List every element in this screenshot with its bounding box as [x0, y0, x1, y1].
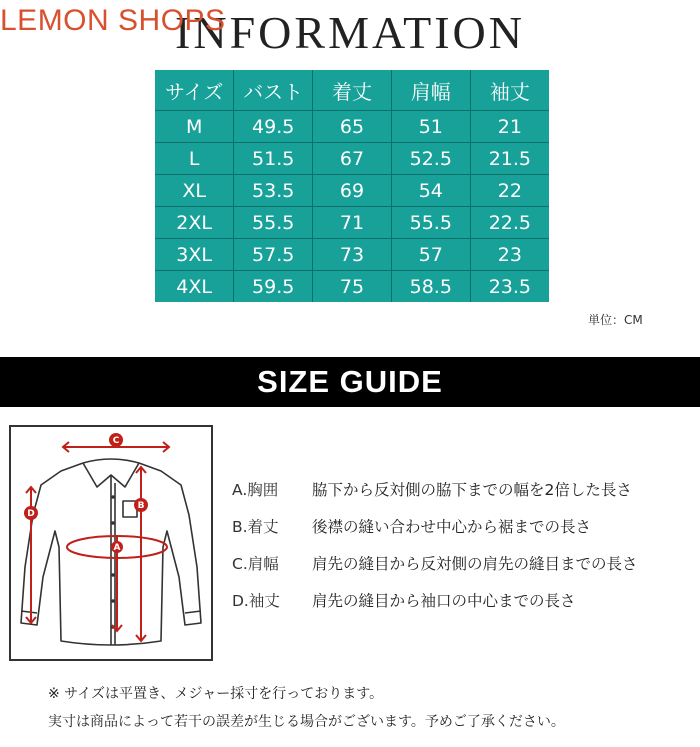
cell-length: 69 — [313, 175, 392, 207]
table-row — [155, 271, 549, 303]
label-d: D — [27, 509, 35, 519]
size-table — [155, 70, 549, 302]
note-line: ※ サイズは平置き、メジャー採寸を行っております。 — [48, 686, 384, 702]
cell-length: 67 — [313, 143, 392, 175]
cell-shoulder: 57 — [391, 239, 470, 271]
page-title: INFORMATION — [175, 7, 525, 58]
brand-watermark: LEMON SHOPS — [0, 4, 226, 37]
note-line: 実寸は商品によって若干の誤差が生じる場合がございます。予めご了承ください。 — [48, 714, 565, 730]
header-shoulder: 肩幅 — [391, 70, 470, 111]
cell-length: 71 — [313, 207, 392, 239]
cell-sleeve: 21.5 — [470, 143, 549, 175]
cell-size: 4XL — [155, 271, 234, 303]
cell-sleeve: 23.5 — [470, 271, 549, 303]
cell-shoulder: 51 — [391, 111, 470, 143]
table-header-row — [155, 70, 549, 111]
table-row — [155, 207, 549, 239]
cell-size: L — [155, 143, 234, 175]
shirt-illustration — [11, 427, 211, 659]
definition-length — [232, 515, 591, 537]
definition-key: A.胸囲 — [232, 481, 279, 499]
cell-shoulder: 54 — [391, 175, 470, 207]
cell-size: 2XL — [155, 207, 234, 239]
header-bust: バスト — [234, 70, 313, 111]
notes — [48, 680, 565, 736]
header-size: サイズ — [164, 79, 224, 104]
cell-sleeve: 22.5 — [470, 207, 549, 239]
cell-bust: 51.5 — [234, 143, 313, 175]
cell-length: 65 — [313, 111, 392, 143]
definition-key: D.袖丈 — [232, 592, 280, 610]
cell-sleeve: 21 — [470, 111, 549, 143]
cell-sleeve: 22 — [470, 175, 549, 207]
definition-text: 肩先の縫目から反対側の肩先の縫目までの長さ — [312, 555, 638, 573]
cell-bust: 53.5 — [234, 175, 313, 207]
header-length: 着丈 — [313, 70, 392, 111]
table-row — [155, 111, 549, 143]
table-row — [155, 239, 549, 271]
cell-sleeve: 23 — [470, 239, 549, 271]
cell-length: 73 — [313, 239, 392, 271]
cell-length: 75 — [313, 271, 392, 303]
cell-size: 3XL — [155, 239, 234, 271]
definition-text: 脇下から反対側の脇下までの幅を2倍した長さ — [312, 481, 632, 499]
definition-key: C.肩幅 — [232, 555, 279, 573]
table-row — [155, 175, 549, 207]
size-guide-banner: SIZE GUIDE — [0, 357, 700, 407]
cell-shoulder: 55.5 — [391, 207, 470, 239]
cell-size: M — [155, 111, 234, 143]
definition-bust — [232, 478, 632, 500]
definition-shoulder — [232, 552, 638, 574]
cell-bust: 55.5 — [234, 207, 313, 239]
cell-bust: 49.5 — [234, 111, 313, 143]
label-c: C — [112, 436, 120, 446]
cell-bust: 57.5 — [234, 239, 313, 271]
cell-bust: 59.5 — [234, 271, 313, 303]
definition-sleeve — [232, 589, 576, 611]
shirt-diagram — [9, 425, 213, 661]
cell-shoulder: 52.5 — [391, 143, 470, 175]
definition-text: 肩先の縫目から袖口の中心までの長さ — [312, 592, 576, 610]
cell-shoulder: 58.5 — [391, 271, 470, 303]
cell-size: XL — [155, 175, 234, 207]
header-sleeve: 袖丈 — [470, 70, 549, 111]
definition-text: 後襟の縫い合わせ中心から裾までの長さ — [312, 518, 592, 536]
label-b: B — [137, 501, 145, 511]
definition-key: B.着丈 — [232, 518, 279, 536]
unit-label: 単位：CM — [588, 313, 643, 327]
label-a: A — [113, 543, 121, 553]
table-row — [155, 143, 549, 175]
